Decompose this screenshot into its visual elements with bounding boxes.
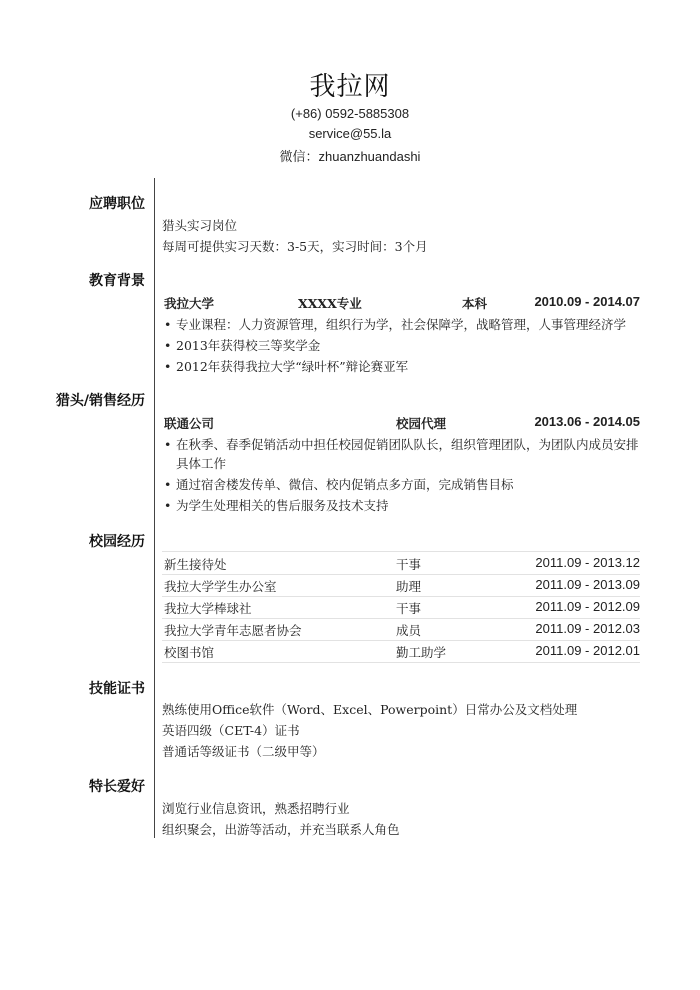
table-divider xyxy=(162,662,640,663)
list-item: • 专业课程：人力资源管理，组织行为学，社会保障学，战略管理，人事管理经济学 xyxy=(164,315,640,334)
degree-text: 本科 xyxy=(462,296,488,311)
campus-period: 2011.09 - 2013.12 xyxy=(535,555,640,570)
email-text: service@55.la xyxy=(308,126,392,141)
section-title-education: 教育背景 xyxy=(89,273,145,289)
phone-text: (+86) 0592-5885308 xyxy=(290,106,410,121)
education-row xyxy=(164,294,640,312)
table-divider xyxy=(162,574,640,575)
table-divider xyxy=(162,618,640,619)
education-period: 2010.09 - 2014.07 xyxy=(534,294,640,309)
table-divider xyxy=(162,551,640,552)
section-title-hobbies: 特长爱好 xyxy=(89,779,145,795)
campus-role: 助理 xyxy=(396,579,422,594)
campus-org: 我拉大学学生办公室 xyxy=(164,579,277,594)
job-line: 猎头实习岗位 xyxy=(162,218,238,233)
skill-line: 普通话等级证书（二级甲等） xyxy=(162,744,325,759)
campus-role: 成员 xyxy=(396,623,422,638)
hobby-line: 组织聚会，出游等活动，并充当联系人角色 xyxy=(162,822,400,837)
list-item: • 2013年获得校三等奖学金 xyxy=(164,336,640,355)
campus-period: 2011.09 - 2012.01 xyxy=(535,643,640,658)
campus-period: 2011.09 - 2012.09 xyxy=(535,599,640,614)
campus-org: 我拉大学青年志愿者协会 xyxy=(164,623,302,638)
table-row xyxy=(164,555,640,573)
wechat-text: 微信：zhuanzhuandashi xyxy=(279,149,421,164)
job-line: 每周可提供实习天数：3-5天，实习时间：3个月 xyxy=(162,239,428,254)
work-role: 校园代理 xyxy=(396,416,447,431)
list-item: • 为学生处理相关的售后服务及技术支持 xyxy=(164,496,640,515)
table-row xyxy=(164,577,640,595)
hobby-line: 浏览行业信息资讯，熟悉招聘行业 xyxy=(162,801,350,816)
table-row xyxy=(164,599,640,617)
campus-org: 新生接待处 xyxy=(164,557,227,572)
list-item: • 通过宿舍楼发传单、微信、校内促销点多方面，完成销售目标 xyxy=(164,475,640,494)
work-row xyxy=(164,414,640,432)
school-name: 我拉大学 xyxy=(164,296,215,311)
campus-role: 勤工助学 xyxy=(396,645,447,660)
table-divider xyxy=(162,640,640,641)
skill-line: 熟练使用Office软件（Word、Excel、Powerpoint）日常办公及文档处理 xyxy=(162,702,578,717)
campus-org: 校图书馆 xyxy=(164,645,215,660)
section-title-job: 应聘职位 xyxy=(89,196,145,212)
work-period: 2013.06 - 2014.05 xyxy=(534,414,640,429)
table-divider xyxy=(162,596,640,597)
table-row xyxy=(164,621,640,639)
section-title-skills: 技能证书 xyxy=(89,681,145,697)
campus-role: 干事 xyxy=(396,601,422,616)
campus-org: 我拉大学棒球社 xyxy=(164,601,252,616)
campus-period: 2011.09 - 2012.03 xyxy=(535,621,640,636)
company-name: 联通公司 xyxy=(164,416,215,431)
list-item: • 2012年获得我拉大学“绿叶杯”辩论赛亚军 xyxy=(164,357,640,376)
list-item: • 在秋季、春季促销活动中担任校园促销团队队长，组织管理团队，为团队内成员安排具体工作 xyxy=(164,435,640,473)
section-title-work: 猎头/销售经历 xyxy=(55,393,145,409)
table-row xyxy=(164,643,640,661)
section-divider-line xyxy=(154,178,155,838)
campus-period: 2011.09 - 2013.09 xyxy=(535,577,640,592)
major-name: XXXX专业 xyxy=(298,296,362,311)
campus-role: 干事 xyxy=(396,557,422,572)
resume-name: 我拉网 xyxy=(309,72,391,102)
section-title-campus: 校园经历 xyxy=(89,534,145,550)
skill-line: 英语四级（CET-4）证书 xyxy=(162,723,300,738)
